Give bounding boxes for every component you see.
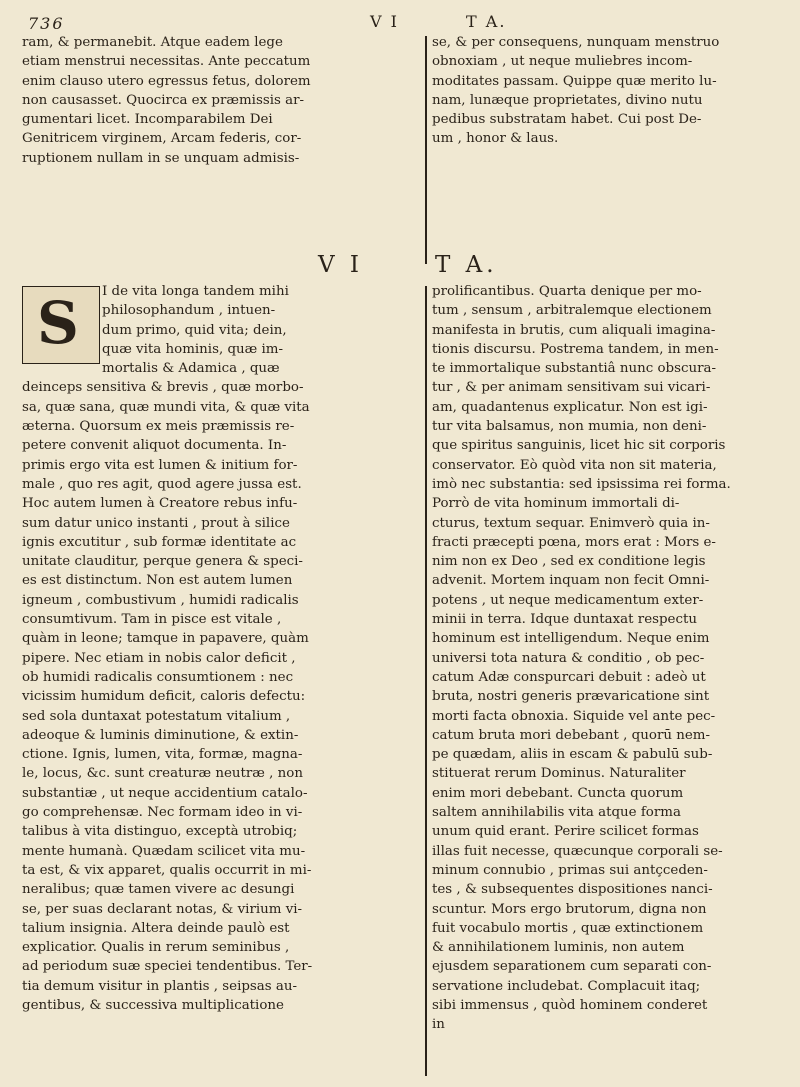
text-line: minum connubio , primas sui antçceden- [432,862,708,878]
text-line: potens , ut neque medicamentum exter- [432,592,704,608]
bottom-left-column [22,282,410,1015]
text-line: I de vita longa tandem mihi [102,284,289,299]
text-line: & annihilationem luminis, non autem [432,940,685,956]
text-line: quàm in leone; tamque in papavere, quàm [22,631,309,647]
text-line: es est distinctum. Non est autem lumen [22,573,293,589]
text-line: le, locus, &c. sunt creaturæ neutræ , non [22,766,303,782]
text-line: tia demum visitur in plantis , seipsas au- [22,978,298,994]
top-left-column [22,33,410,168]
text-line: minii in terra. Idque duntaxat respectu [432,612,697,628]
text-line: te immortalique substantiâ nunc obscura- [432,361,717,377]
text-line: prolificantibus. Quarta denique per mo- [432,284,702,299]
text-line: enim clauso utero egressus fetus, dolorem [22,73,311,89]
text-line: enim mori debebant. Cuncta quorum [432,785,684,801]
section-heading-right: T A. [435,252,498,278]
text-line: æterna. Quorsum ex meis præmissis re- [22,419,295,435]
text-line: non causasset. Quocirca ex præmissis ar- [22,92,305,108]
text-line: igneum , combustivum , humidi radicalis [22,592,299,608]
drop-cap-letter: S [37,289,79,357]
text-line: male , quo res agit, quod agere jussa est. [22,476,302,492]
text-line: etiam menstrui necessitas. Ante peccatum [22,54,311,70]
text-line: scuntur. Mors ergo brutorum, digna non [432,901,707,917]
text-line: tur vita balsamus, non mumia, non deni- [432,419,707,435]
text-line: consumtivum. Tam in pisce est vitale , [22,612,282,628]
text-line: quæ vita hominis, quæ im- [102,341,284,357]
text-line: ram, & permanebit. Atque eadem lege [22,35,283,50]
text-line: se, & per consequens, nunquam menstruo [432,35,720,50]
text-line: fuit vocabulo mortis , quæ extinctionem [432,920,704,936]
text-line: obnoxiam , ut neque muliebres incom- [432,54,693,70]
text-line: Hoc autem lumen à Creatore rebus infu- [22,496,298,512]
text-line: sa, quæ sana, quæ mundi vita, & quæ vita [22,399,310,415]
text-line: um , honor & laus. [432,131,559,147]
text-line: talium insignia. Altera deinde paulò est [22,920,290,936]
text-line: unum quid erant. Perire scilicet formas [432,824,699,840]
text-line: catum bruta mori debebant , quorū nem- [432,727,710,743]
text-line: tur , & per animam sensitivam sui vicari- [432,380,711,396]
text-line: petere convenit aliquot documenta. In- [22,438,287,454]
text-line: que spiritus sanguinis, licet hic sit corporis [432,438,726,454]
text-line: neralibus; quæ tamen vivere ac desungi [22,882,295,898]
text-line: mortalis & Adamica , quæ [102,361,280,377]
text-line: bruta, nostri generis prævaricatione sint [432,689,710,705]
text-line: saltem annihilabilis vita atque forma [432,805,681,821]
text-line: tes , & subsequentes dispositiones nanci- [432,882,713,898]
text-line: tionis discursu. Postrema tandem, in men- [432,341,719,357]
text-line: sum datur unico instanti , prout à silice [22,515,290,531]
text-line: ad periodum suæ speciei tendentibus. Ter- [22,959,313,975]
text-line: adeoque & luminis diminutione, & extin- [22,727,299,743]
text-line: explicatior. Qualis in rerum seminibus , [22,940,290,956]
text-line: deinceps sensitiva & brevis , quæ morbo- [22,380,304,396]
text-line: universi tota natura & conditio , ob pec- [432,650,705,666]
text-line: conservator. Eò quòd vita non sit materia, [432,457,717,473]
text-line: Porrò de vita hominum immortali di- [432,496,680,512]
text-line: ejusdem separationem cum separati con- [432,959,712,975]
top-right-column [432,33,792,149]
text-line: dum primo, quid vita; dein, [102,322,287,338]
text-line: am, quadantenus explicatur. Non est igi- [432,399,708,415]
text-line: tum , sensum , arbitralemque electionem [432,303,712,319]
text-line: ctione. Ignis, lumen, vita, formæ, magna- [22,747,303,763]
text-line: hominum est intelligendum. Neque enim [432,631,710,647]
text-line: unitate clauditur, perque genera & speci- [22,554,303,570]
text-line: gentibus, & successiva multiplicatione [22,997,284,1013]
text-line: pedibus substratam habet. Cui post De- [432,112,702,128]
text-line: primis ergo vita est lumen & initium for- [22,457,298,473]
running-title-right: T A. [466,12,507,31]
page-number: 736 [28,14,65,33]
text-line: stituerat rerum Dominus. Naturaliter [432,766,686,782]
text-line: go comprehensæ. Nec formam ideo in vi- [22,805,303,821]
text-line: imò nec substantia: sed ipsissima rei forma. [432,476,731,492]
text-line: nam, lunæque proprietates, divino nutu [432,92,703,108]
text-line: illas fuit necesse, quæcunque corporali se- [432,843,723,859]
text-line: cturus, textum sequar. Enimverò quia in- [432,515,710,531]
text-line: ob humidi radicalis consumtionem : nec [22,669,294,685]
text-line: moditates passam. Quippe quæ merito lu- [432,73,717,89]
text-line: ignis excutitur , sub formæ identitate ac [22,534,297,550]
section-heading-left: V I [318,252,364,278]
column-rule [425,36,427,264]
text-line: morti facta obnoxia. Siquide vel ante pec- [432,708,716,724]
text-line: talibus à vita distinguo, exceptà utrobiq; [22,824,298,840]
text-line: catum Adæ conspurcari debuit : adeò ut [432,669,706,685]
text-line: ta est, & vix apparet, qualis occurrit in mi- [22,862,312,878]
text-line: mente humanà. Quædam scilicet vita mu- [22,843,306,859]
text-line: vicissim humidum deficit, caloris defectu: [22,689,306,705]
text-line: sibi immensus , quòd hominem conderet [432,997,708,1013]
bottom-right-column [432,282,792,1035]
text-line: nim non ex Deo , sed ex conditione legis [432,554,706,570]
text-line: manifesta in brutis, cum aliquali imagina- [432,322,716,338]
text-line: servatione includebat. Complacuit itaq; [432,978,701,994]
section-heading [0,252,800,282]
text-line: in [432,1017,445,1033]
text-line: ruptionem nullam in se unquam admisis- [22,150,300,166]
text-line: fracti præcepti pœna, mors erat : Mors e- [432,534,716,550]
text-line: pe quædam, aliis in escam & pabulū sub- [432,747,713,763]
text-line: se, per suas declarant notas, & virium vi- [22,901,303,917]
text-line: pipere. Nec etiam in nobis calor deficit , [22,650,296,666]
text-line: sed sola duntaxat potestatum vitalium , [22,708,291,724]
running-title-left: V I [370,12,399,31]
text-line: gumentari licet. Incomparabilem Dei [22,112,273,128]
text-line: Genitricem virginem, Arcam federis, cor- [22,131,302,147]
text-line: philosophandum , intuen- [102,303,276,319]
column-rule-lower [425,286,427,1076]
text-line: substantiæ , ut neque accidentium catalo- [22,785,308,801]
text-line: advenit. Mortem inquam non fecit Omni- [432,573,710,589]
